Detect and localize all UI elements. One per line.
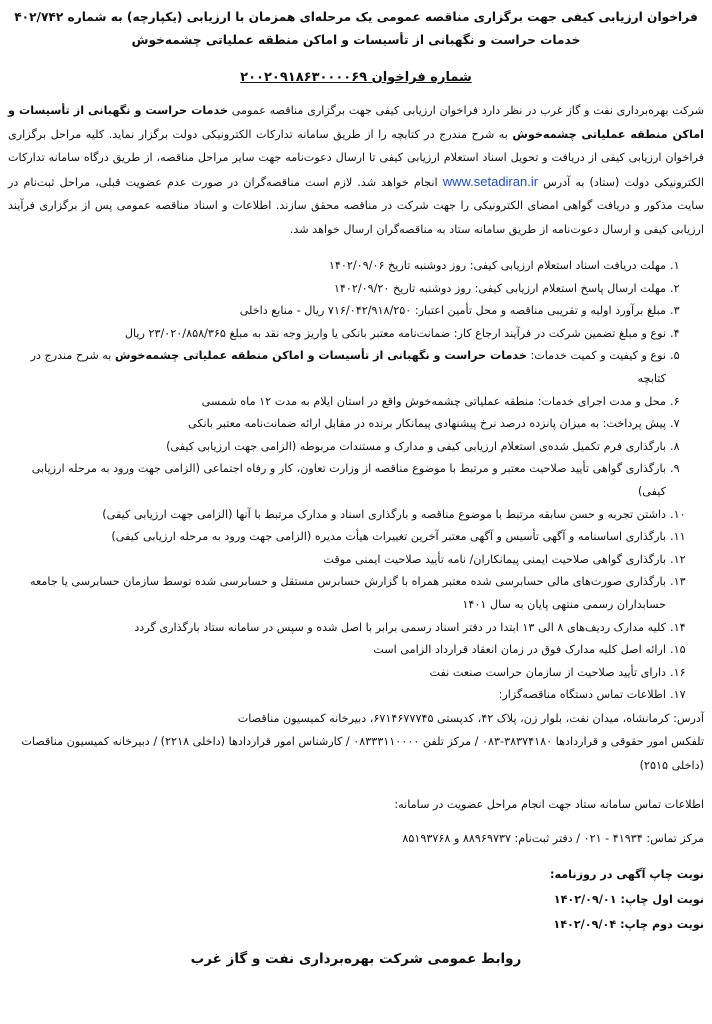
list-item	[10, 504, 686, 527]
item-number: ۴.	[670, 326, 680, 340]
item-text: نوع و مبلغ تضمین شرکت در فرآیند ارجاع کار: ضمانت‌نامه معتبر بانکی یا واریز وجه نقد به مبلغ ۲۳/۰۲۰/۸۵۸/۳۶۵ ریال	[124, 326, 666, 340]
item-text: داشتن تجربه و حسن سابقه مرتبط با موضوع مناقصه و بارگذاری اسناد و مدارک مرتبط با آنها (الزامی جهت ارزیابی کیفی)	[102, 507, 666, 521]
print-first-date: نوبت اول چاپ: ۱۴۰۲/۰۹/۰۱	[553, 893, 704, 907]
list-item	[10, 391, 680, 414]
list-item	[10, 617, 686, 640]
announcement-number-text: شماره فراخوان ۲۰۰۲۰۹۱۸۶۳۰۰۰۰۶۹	[240, 70, 472, 85]
list-item	[10, 255, 680, 278]
setad-website-link[interactable]: www.setadiran.ir	[442, 173, 539, 189]
list-item	[10, 278, 680, 301]
item-number: ۳.	[670, 304, 680, 318]
setad-contact-heading: اطلاعات تماس سامانه ستاد جهت انجام مراحل عضویت در سامانه:	[394, 798, 704, 812]
item-number: ۱۰.	[670, 507, 686, 521]
item-text: دارای تأیید صلاحیت از سازمان حراست صنعت نفت	[429, 665, 666, 679]
announcement-title-line1: فراخوان ارزیابی کیفی جهت برگزاری مناقصه عمومی یک مرحله‌ای همزمان با ارزیابی (یکپارچه) به شماره ۴۰۲/۷۴۲	[14, 10, 698, 24]
item-text: بارگذاری فرم تکمیل شده‌ی استعلام ارزیابی کیفی و مدارک و مستندات مربوطه (الزامی جهت ارزیابی کیفی)	[166, 439, 666, 453]
list-item	[10, 323, 680, 346]
item-number: ۲.	[670, 281, 680, 295]
list-item	[10, 436, 680, 459]
list-item	[10, 458, 680, 503]
setad-contact-phones: مرکز تماس: ۴۱۹۳۴ - ۰۲۱ / دفتر ثبت‌نام: ۸۸۹۶۹۷۳۷ و ۸۵۱۹۳۷۶۸	[402, 831, 704, 845]
intro-paragraph	[8, 99, 704, 241]
item-number: ۷.	[670, 417, 680, 431]
item-text: بارگذاری گواهی تأیید صلاحیت معتبر و مرتبط با موضوع مناقصه از وزارت تعاون، کار و رفاه اجتماعی (الزامی جهت ورود به مرحله ارزیابی کیفی)	[31, 462, 666, 498]
item-text: مهلت دریافت اسناد استعلام ارزیابی کیفی: روز دوشنبه تاریخ ۱۴۰۲/۰۹/۰۶	[328, 259, 666, 272]
list-item	[10, 300, 680, 323]
list-item	[10, 549, 686, 572]
contact-address	[8, 707, 704, 778]
footer-public-relations: روابط عمومی شرکت بهره‌برداری نفت و گاز غرب	[190, 951, 522, 968]
item-number: ۱۷.	[670, 688, 686, 702]
item-number: ۱.	[670, 259, 680, 272]
conditions-list	[6, 255, 706, 707]
item-text: محل و مدت اجرای خدمات: منطقه عملیاتی چشمه‌خوش واقع در استان ایلام به مدت ۱۲ ماه شمسی	[201, 394, 666, 408]
item-tail: به شرح مندرج در کتابچه	[30, 349, 666, 385]
item-text: پیش پرداخت: به میزان پانزده درصد نرخ پیشنهادی پیمانکار برنده در مقابل ارائه ضمانت‌نامه معتبر بانکی	[188, 417, 666, 431]
item-number: ۱۴.	[670, 620, 686, 634]
announcement-title-line2: خدمات حراست و نگهبانی از تأسیسات و اماکن منطقه عملیاتی چشمه‌خوش	[131, 33, 581, 47]
item-text: بارگذاری اساسنامه و آگهی تأسیس و آگهی معتبر آخرین تغییرات هیأت مدیره (الزامی جهت ورود به مرحله ارزیابی کیفی)	[111, 530, 666, 544]
item-text: بارگذاری گواهی صلاحیت ایمنی پیمانکاران/ نامه تأیید صلاحیت ایمنی موقت	[323, 552, 666, 566]
intro-part1: شرکت بهره‌برداری نفت و گاز غرب در نظر دارد فراخوان ارزیابی کیفی جهت برگزاری مناقصه عمومی	[231, 104, 704, 117]
list-item	[10, 684, 686, 707]
item-number: ۱۵.	[670, 643, 686, 657]
item-number: ۵.	[670, 349, 680, 363]
item-number: ۶.	[670, 394, 680, 408]
intro-service-name: خدمات حراست و نگهبانی از تأسیسات و اماکن منطقه عملیاتی چشمه‌خوش	[8, 104, 704, 141]
item-number: ۹.	[670, 462, 680, 476]
list-item	[10, 345, 680, 390]
print-schedule-heading: نوبت چاپ آگهی در روزنامه:	[550, 868, 704, 882]
list-item	[10, 413, 680, 436]
intro-part2: به شرح مندرج در کتابچه را از طریق سامانه تدارکات الکترونیکی دولت برگزار نماید. کلیه مراحل برگزاری فراخوان ارزیابی کیفی از دریافت و تحویل اسناد استعلام ارزیابی کیفی تا ارسال دعوت‌نامه جهت سایر مراحل مناقصه، از طریق درگاه سامانه تدارکات الکترونیکی دولت (ستاد) به آدرس	[8, 127, 704, 189]
list-item	[10, 662, 686, 685]
list-item	[10, 526, 686, 549]
item-number: ۱۱.	[670, 530, 686, 544]
item-number: ۱۳.	[670, 575, 686, 589]
print-schedule	[8, 862, 704, 937]
announcement-number	[6, 70, 706, 85]
setad-contact	[8, 793, 704, 850]
item-text: ارائه اصل کلیه مدارک فوق در زمان انعقاد قرارداد الزامی است	[373, 643, 666, 657]
item-text: بارگذاری صورت‌های مالی حسابرسی شده معتبر همراه با گزارش حسابرس مستقل و حسابرسی شده توسط سازمان حسابرسی یا جامعه حسابداران رسمی منتهی پایان به سال ۱۴۰۱	[30, 575, 666, 611]
address-line: آدرس: کرمانشاه، میدان نفت، بلوار زن، پلاک ۴۲، کدپستی ۶۷۱۴۶۷۷۷۴۵، دبیرخانه کمیسیون مناقصات	[237, 711, 704, 725]
item-text: اطلاعات تماس دستگاه مناقصه‌گزار:	[498, 688, 666, 702]
item-text: نوع و کیفیت و کمیت خدمات:	[530, 349, 666, 363]
item-text: مبلغ برآورد اولیه و تقریبی مناقصه و محل تأمین اعتبار: ۷۱۶/۰۴۲/۹۱۸/۲۵۰ ریال - منابع داخلی	[239, 304, 666, 318]
item-number: ۸.	[670, 439, 680, 453]
item-text: مهلت ارسال پاسخ استعلام ارزیابی کیفی: روز دوشنبه تاریخ ۱۴۰۲/۰۹/۲۰	[333, 281, 666, 295]
list-item	[10, 571, 686, 616]
intro-part3: انجام خواهد شد. لازم است مناقصه‌گران در صورت عدم عضویت قبلی، مراحل ثبت‌نام در سایت مذکور و دریافت گواهی امضای الکترونیکی را جهت شرکت در مناقصه محقق سازند. اطلاعات و اسناد مناقصه عمومی پس از برگزاری فرآیند ارزیابی کیفی و ارسال دعوت‌نامه از طریق سامانه ستاد به مناقصه‌گران ارسال خواهد شد.	[8, 175, 704, 236]
item-number: ۱۶.	[670, 665, 686, 679]
list-item	[10, 639, 686, 662]
item-service-name: خدمات حراست و نگهبانی از تأسیسات و اماکن منطقه عملیاتی چشمه‌خوش	[114, 349, 527, 363]
item-number: ۱۲.	[670, 552, 686, 566]
print-second-date: نوبت دوم چاپ: ۱۴۰۲/۰۹/۰۴	[553, 918, 704, 932]
phone-line: تلفکس امور حقوقی و قراردادها ۳۸۳۷۴۱۸۰-۰۸۳ / مرکز تلفن ۰۸۳۳۳۱۱۰۰۰۰ / کارشناس امور قراردادها (داخلی ۲۲۱۸) / دبیرخانه کمیسیون مناقصات (داخلی ۲۵۱۵)	[21, 735, 704, 772]
item-text: کلیه مدارک ردیف‌های ۸ الی ۱۳ ابتدا در دفتر اسناد رسمی برابر با اصل شده و سپس در سامانه ستاد بارگذاری گردد	[134, 620, 666, 634]
